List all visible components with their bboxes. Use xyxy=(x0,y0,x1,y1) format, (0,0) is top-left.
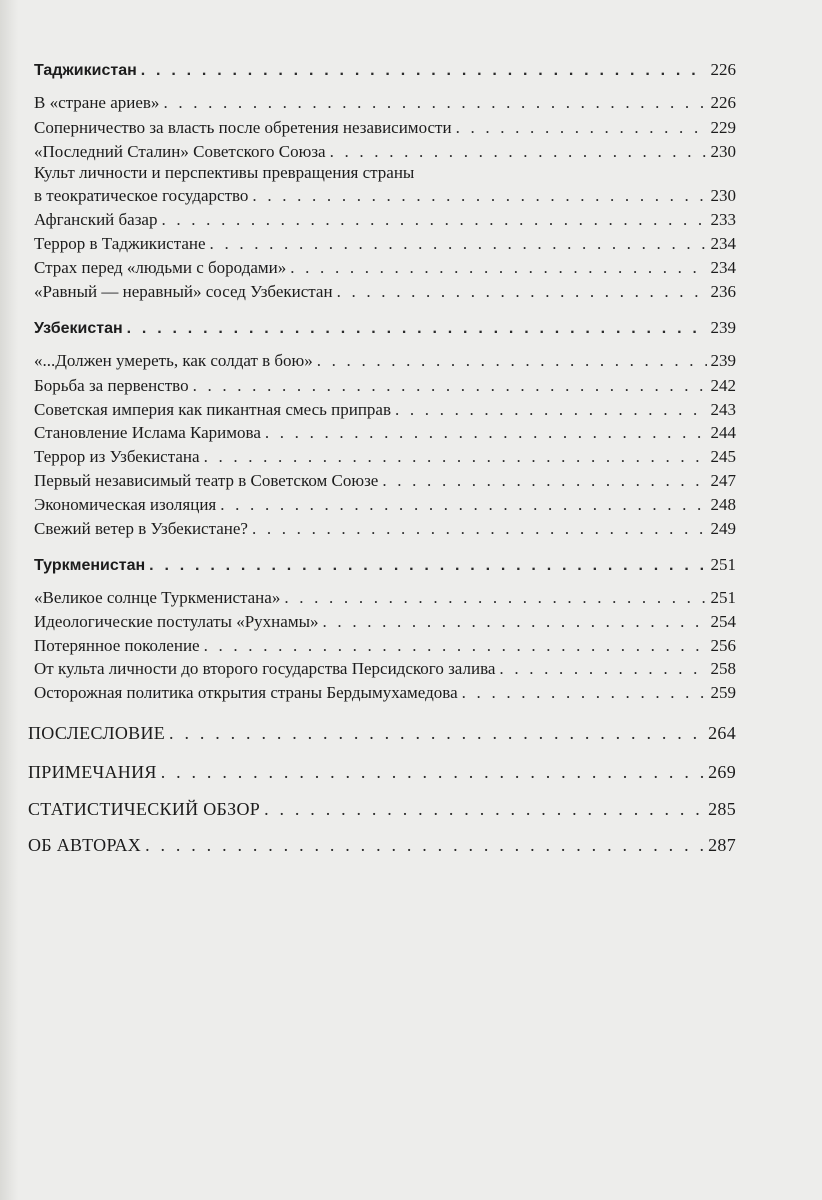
toc-entry[interactable] xyxy=(34,118,736,138)
dot-leader xyxy=(265,423,707,443)
toc-entry[interactable] xyxy=(34,210,736,230)
dot-leader xyxy=(161,210,706,230)
toc-entry[interactable] xyxy=(34,258,736,278)
entry-label: Афганский базар xyxy=(34,210,158,229)
toc-entry[interactable] xyxy=(34,612,736,632)
dot-leader xyxy=(323,612,707,632)
dot-leader xyxy=(330,142,707,162)
toc-entry-statistics[interactable] xyxy=(28,799,736,819)
entry-label-line1: Культ личности и перспективы превращения страны xyxy=(34,163,415,182)
entry-label: «...Должен умереть, как солдат в бою» xyxy=(34,351,313,370)
entry-label: Свежий ветер в Узбекистане? xyxy=(34,519,248,538)
toc-entry[interactable] xyxy=(34,636,736,656)
toc-entry[interactable] xyxy=(34,423,736,443)
dot-leader xyxy=(382,471,706,491)
page-number: 249 xyxy=(710,519,736,538)
toc-entry[interactable] xyxy=(34,93,736,113)
page-number: 264 xyxy=(708,723,736,743)
entry-label: «Равный — неравный» сосед Узбекистан xyxy=(34,282,333,301)
entry-label: Становление Ислама Каримова xyxy=(34,423,261,442)
toc-entry-notes[interactable] xyxy=(28,762,736,782)
dot-leader xyxy=(145,835,704,855)
toc-section-turkmenistan[interactable] xyxy=(34,555,736,576)
page-number: 239 xyxy=(710,318,736,337)
toc-entry[interactable] xyxy=(34,282,736,302)
dot-leader xyxy=(149,556,706,576)
entry-label: в теократическое государство xyxy=(34,186,249,205)
toc-entry[interactable] xyxy=(34,376,736,396)
entry-label: ОБ АВТОРАХ xyxy=(28,835,142,855)
page-number: 251 xyxy=(710,555,736,574)
dot-leader xyxy=(337,282,707,302)
entry-label: Экономическая изоляция xyxy=(34,495,217,514)
page-number: 233 xyxy=(710,210,736,229)
entry-label: СТАТИСТИЧЕСКИЙ ОБЗОР xyxy=(28,799,261,819)
page-number: 236 xyxy=(710,282,736,301)
entry-label: Первый независимый театр в Советском Союзе xyxy=(34,471,379,490)
dot-leader xyxy=(456,118,707,138)
section-title: Узбекистан xyxy=(34,320,123,337)
toc-entry[interactable] xyxy=(34,683,736,703)
dot-leader xyxy=(161,762,704,782)
page-number: 269 xyxy=(708,762,736,782)
page-number: 239 xyxy=(710,351,736,370)
entry-label: Советская империя как пикантная смесь приправ xyxy=(34,400,391,419)
page-number: 285 xyxy=(708,799,736,819)
page-number: 234 xyxy=(710,234,736,253)
page-edge-shadow xyxy=(0,0,18,1200)
toc-entry[interactable] xyxy=(34,659,736,679)
page-number: 226 xyxy=(710,93,736,112)
page-number: 226 xyxy=(710,60,736,79)
section-title: Туркменистан xyxy=(34,557,146,574)
toc-entry[interactable] xyxy=(34,351,736,371)
dot-leader xyxy=(220,495,706,515)
page-number: 248 xyxy=(710,495,736,514)
page-number: 242 xyxy=(710,376,736,395)
dot-leader xyxy=(163,93,706,113)
entry-label: Страх перед «людьми с бородами» xyxy=(34,258,287,277)
entry-label: Террор в Таджикистане xyxy=(34,234,206,253)
dot-leader xyxy=(264,799,704,819)
toc-entry[interactable] xyxy=(34,142,736,162)
toc-entry[interactable] xyxy=(34,471,736,491)
toc-entry[interactable] xyxy=(34,400,736,420)
toc-section-uzbekistan[interactable] xyxy=(34,318,736,339)
page-number: 247 xyxy=(710,471,736,490)
dot-leader xyxy=(499,659,706,679)
entry-label: ПРИМЕЧАНИЯ xyxy=(28,762,157,782)
toc-entry[interactable] xyxy=(34,519,736,539)
toc-entry-about-authors[interactable] xyxy=(28,835,736,855)
toc-entry[interactable] xyxy=(34,495,736,515)
dot-leader xyxy=(252,519,707,539)
page-number: 245 xyxy=(710,447,736,466)
entry-label: Идеологические постулаты «Рухнамы» xyxy=(34,612,319,631)
entry-label: Террор из Узбекистана xyxy=(34,447,200,466)
entry-label: ПОСЛЕСЛОВИЕ xyxy=(28,723,166,743)
dot-leader xyxy=(141,61,707,81)
toc-entry[interactable] xyxy=(34,447,736,467)
page-number: 230 xyxy=(710,186,736,205)
dot-leader xyxy=(462,683,707,703)
toc-entry[interactable] xyxy=(34,234,736,254)
page-number: 243 xyxy=(710,400,736,419)
page-number: 256 xyxy=(710,636,736,655)
entry-label: Соперничество за власть после обретения независимости xyxy=(34,118,452,137)
dot-leader xyxy=(252,186,706,206)
page-number: 251 xyxy=(710,588,736,607)
dot-leader xyxy=(210,234,707,254)
page-number: 229 xyxy=(710,118,736,137)
section-title: Таджикистан xyxy=(34,62,137,79)
entry-label: Борьба за первенство xyxy=(34,376,189,395)
dot-leader xyxy=(317,351,707,371)
dot-leader xyxy=(204,447,707,467)
page-number: 254 xyxy=(710,612,736,631)
toc-entry[interactable] xyxy=(34,588,736,608)
dot-leader xyxy=(193,376,707,396)
dot-leader xyxy=(395,400,707,420)
page-number: 258 xyxy=(710,659,736,678)
dot-leader xyxy=(204,636,707,656)
entry-label: От культа личности до второго государства Персидского залива xyxy=(34,659,496,678)
dot-leader xyxy=(169,723,704,743)
dot-leader xyxy=(127,319,707,339)
entry-label: Осторожная политика открытия страны Бердымухамедова xyxy=(34,683,458,702)
toc-entry[interactable] xyxy=(34,186,736,206)
entry-label: «Великое солнце Туркменистана» xyxy=(34,588,281,607)
toc-entry-afterword[interactable] xyxy=(28,723,736,743)
page-number: 287 xyxy=(708,835,736,855)
dot-leader xyxy=(290,258,706,278)
entry-label: В «стране ариев» xyxy=(34,93,160,112)
toc-section-tajikistan[interactable] xyxy=(34,60,736,81)
entry-label: Потерянное поколение xyxy=(34,636,200,655)
entry-label: «Последний Сталин» Советского Союза xyxy=(34,142,326,161)
page-number: 230 xyxy=(710,142,736,161)
page-number: 244 xyxy=(710,423,736,442)
dot-leader xyxy=(284,588,706,608)
page-number: 234 xyxy=(710,258,736,277)
page-number: 259 xyxy=(710,683,736,702)
